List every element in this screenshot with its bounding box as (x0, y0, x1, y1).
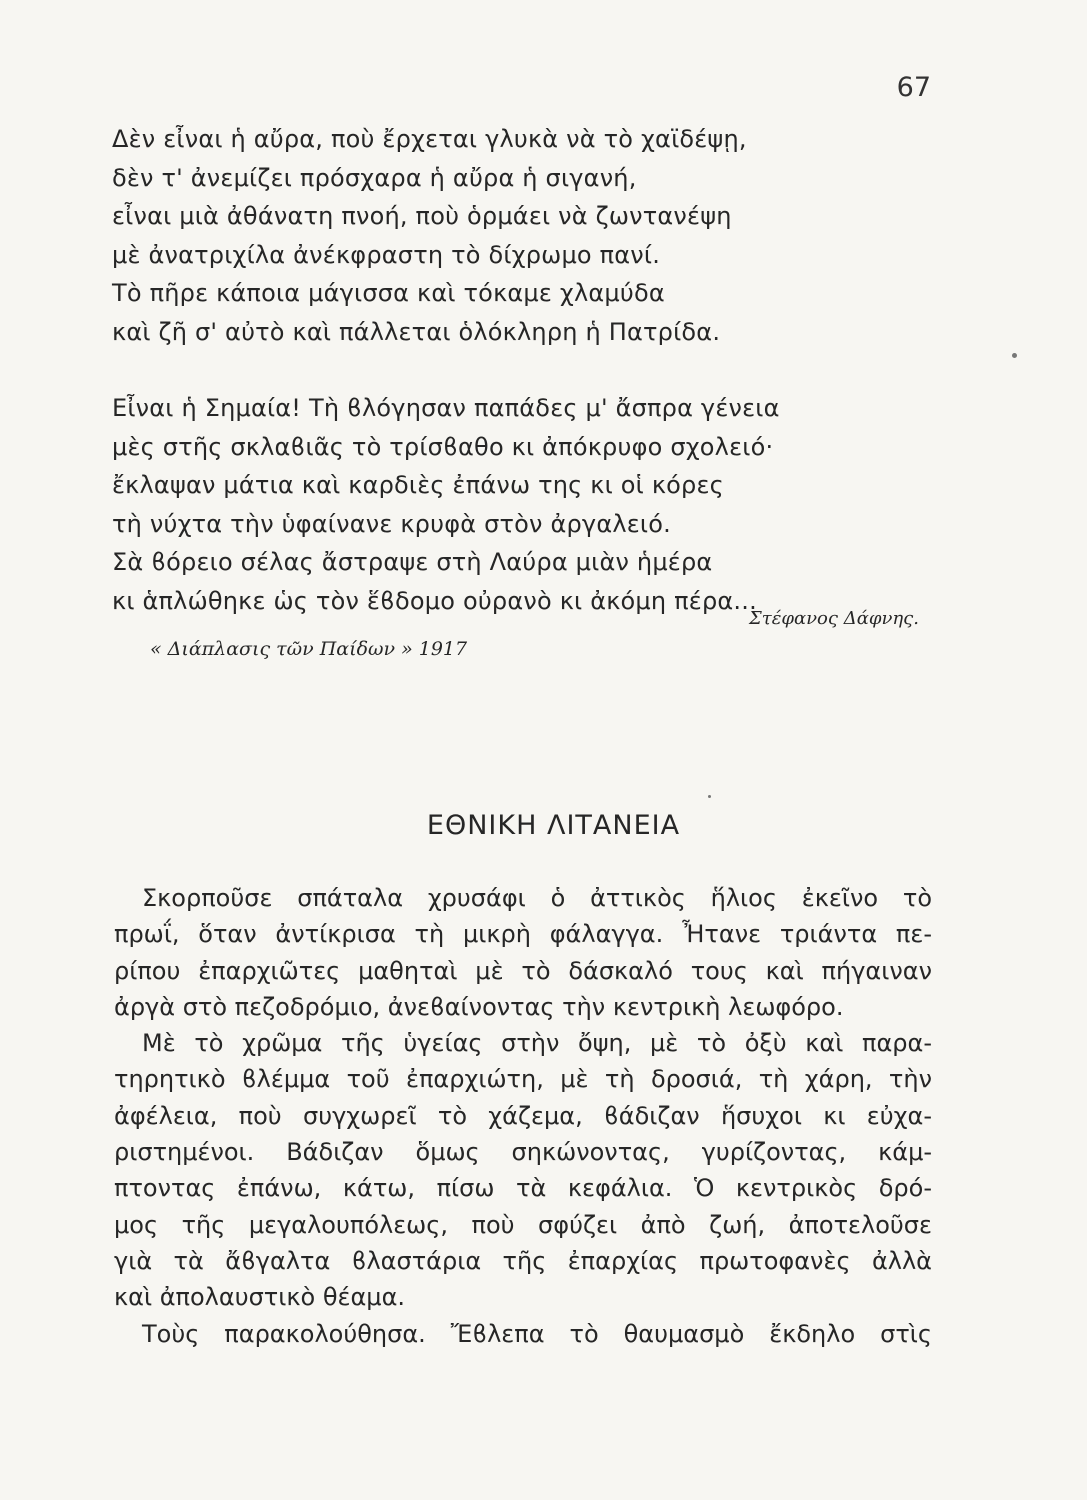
poem-line: μὲ ἀνατριχίλα ἀνέκφραστη τὸ δίχρωμο πανί. (112, 240, 661, 269)
poem-line: δὲν τ' ἀνεμίζει πρόσχαρα ἡ αὔρα ἡ σιγανή, (112, 163, 637, 192)
prose-line: Σκορποῦσε σπάταλα χρυσάφι ὁ ἀττικὸς ἥλιος ἐκεῖνο τὸ (142, 884, 932, 912)
poem-line: Εἶναι ἡ Σημαία! Τὴ ϐλόγησαν παπάδες μ' ἄσπρα γένεια (112, 394, 780, 422)
prose-line: ρίπου ἐπαρχιῶτες μαθηταὶ μὲ τὸ δάσκαλό τους καὶ πήγαιναν (114, 956, 932, 985)
prose-body (114, 880, 932, 1352)
poem-line: κι ἁπλώθηκε ὡς τὸν ἕϐδομο οὐρανὸ κι ἀκόμη πέρα... (112, 586, 757, 615)
page-number: 67 (896, 72, 931, 103)
prose-line: καὶ ἀπολαυστικὸ θέαμα. (114, 1283, 406, 1312)
prose-line: Τοὺς παρακολούθησα. Ἔϐλεπα τὸ θαυμασμὸ ἔκδηλο στὶς (142, 1319, 932, 1348)
poem-line: καὶ ζῆ σ' αὐτὸ καὶ πάλλεται ὁλόκληρη ἡ Πατρίδα. (112, 317, 721, 346)
prose-line: μος τῆς μεγαλουπόλεως, ποὺ σφύζει ἀπὸ ζωή, ἀποτελοῦσε (114, 1210, 932, 1239)
prose-line: πτοντας ἐπάνω, κάτω, πίσω τὰ κεφάλια. Ὁ κεντρικὸς δρό- (114, 1174, 932, 1203)
poem-author: Στέφανος Δάφνης. (749, 608, 919, 629)
prose-line: πρωΐ, ὅταν ἀντίκρισα τὴ μικρὴ φάλαγγα. Ἦτανε τριάντα πε- (114, 920, 932, 949)
section-title: ΕΘΝΙΚΗ ΛΙΤΑΝΕΙΑ (426, 810, 681, 841)
poem-line: Τὸ πῆρε κάποια μάγισσα καὶ τόκαμε χλαμύδα (112, 279, 665, 307)
paper-speck (708, 795, 711, 798)
prose-line: Μὲ τὸ χρῶμα τῆς ὑγείας στὴν ὄψη, μὲ τὸ ὀξὺ καὶ παρα- (142, 1029, 932, 1058)
poem-stanza-2 (112, 389, 932, 620)
poem-stanza-1 (112, 120, 932, 351)
poem-line: μὲς στῆς σκλαϐιᾶς τὸ τρίσϐαθο κι ἀπόκρυφο σχολειό· (112, 432, 774, 461)
paper-speck (1012, 353, 1017, 358)
poem-line: εἶναι μιὰ ἀθάνατη πνοή, ποὺ ὁρμάει νὰ ζωντανέψη (112, 202, 732, 230)
poem-line: ἔκλαψαν μάτια καὶ καρδιὲς ἐπάνω της κι οἱ κόρες (112, 471, 724, 499)
poem-source: « Διάπλασις τῶν Παίδων » 1917 (150, 638, 468, 660)
prose-line: ἀφέλεια, ποὺ συγχωρεῖ τὸ χάζεμα, ϐάδιζαν ἥσυχοι κι εὐχα- (114, 1101, 932, 1130)
prose-line: ριστημένοι. Βάδιζαν ὅμως σηκώνοντας, γυρίζοντας, κάμ- (114, 1138, 932, 1167)
poem-line: Σὰ ϐόρειο σέλας ἄστραψε στὴ Λαύρα μιὰν ἡμέρα (112, 548, 713, 576)
poem-line: τὴ νύχτα τὴν ὑφαίνανε κρυφὰ στὸν ἀργαλειό. (112, 509, 671, 538)
prose-line: τηρητικὸ ϐλέμμα τοῦ ἐπαρχιώτη, μὲ τὴ δροσιά, τὴ χάρη, τὴν (114, 1065, 932, 1094)
prose-line: γιὰ τὰ ἄϐγαλτα ϐλαστάρια τῆς ἐπαρχίας πρωτοφανὲς ἀλλὰ (114, 1246, 932, 1275)
poem (112, 120, 932, 620)
poem-line: Δὲν εἶναι ἡ αὔρα, ποὺ ἔρχεται γλυκὰ νὰ τὸ χαϊδέψῃ, (112, 125, 747, 153)
prose-line: ἀργὰ στὸ πεζοδρόμιο, ἀνεϐαίνοντας τὴν κεντρικὴ λεωφόρο. (114, 992, 844, 1021)
